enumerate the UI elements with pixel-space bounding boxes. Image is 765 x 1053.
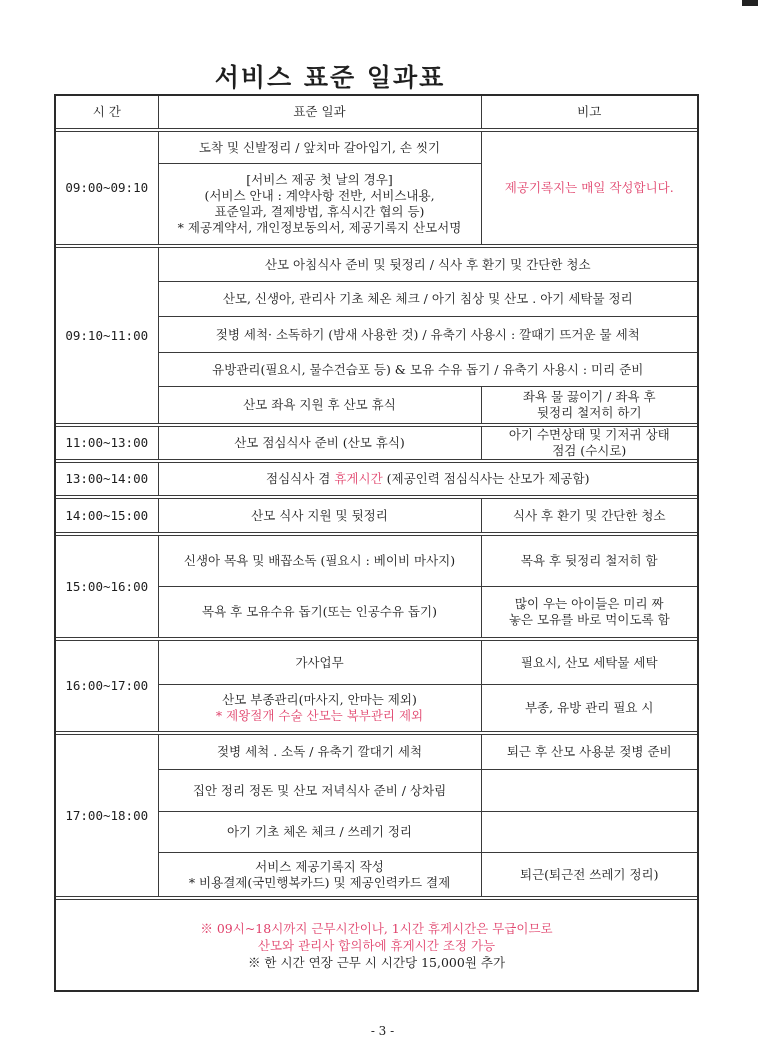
table-row	[55, 427, 698, 460]
time-cell: 15:00~16:00	[55, 536, 158, 638]
note-cell: 아기 수면상태 및 기저귀 상태 점검 (수시로)	[481, 427, 698, 460]
time-cell: 16:00~17:00	[55, 641, 158, 732]
note-cell	[481, 812, 698, 853]
time-cell: 11:00~13:00	[55, 427, 158, 460]
time-cell: 17:00~18:00	[55, 735, 158, 897]
task-cell: 산모 좌욕 지원 후 산모 휴식	[158, 387, 481, 424]
table-row	[55, 641, 698, 685]
footer-notes	[55, 900, 698, 992]
task-cell: 목욕 후 모유수유 돕기(또는 인공수유 돕기)	[158, 587, 481, 638]
break-time-label: 휴게시간	[334, 471, 383, 486]
footer-line-3: ※ 한 시간 연장 근무 시 시간당 15,000원 추가	[247, 954, 506, 970]
table-header	[55, 95, 698, 129]
table-row	[55, 536, 698, 587]
table-row	[55, 499, 698, 533]
note-cell: 퇴근(퇴근전 쓰레기 정리)	[481, 853, 698, 897]
task-cell: 산모 점심식사 준비 (산모 휴식)	[158, 427, 481, 460]
task-cell: [서비스 제공 첫 날의 경우] (서비스 안내 : 계약사항 전반, 서비스내용, 표준일과, 결제방법, 휴식시간 협의 등) * 제공계약서, 개인정보동의서, 제공기록지 산모서명	[158, 164, 481, 245]
time-cell: 09:10~11:00	[55, 248, 158, 424]
note-cell: 많이 우는 아이들은 미리 짜 놓은 모유를 바로 먹이도록 함	[481, 587, 698, 638]
note-cell: 제공기록지는 매일 작성합니다.	[481, 132, 698, 245]
note-cell: 필요시, 산모 세탁물 세탁	[481, 641, 698, 685]
task-cell: 아기 기초 체온 체크 / 쓰레기 정리	[158, 812, 481, 853]
schedule-table	[54, 94, 699, 992]
footer-line-2: 산모와 관리사 합의하에 휴게시간 조정 가능	[257, 937, 496, 953]
task-cell: 점심식사 겸 휴게시간 (제공인력 점심식사는 산모가 제공함)	[158, 463, 698, 496]
note-cell: 퇴근 후 산모 사용분 젖병 준비	[481, 735, 698, 770]
task-cell: 서비스 제공기록지 작성 * 비용결제(국민행복카드) 및 제공인력카드 결제	[158, 853, 481, 897]
header-time: 시 간	[55, 95, 158, 129]
task-cell: 산모, 신생아, 관리사 기초 체온 체크 / 아기 침상 및 산모 . 아기 세탁물 정리	[158, 282, 698, 317]
task-cell: 젖병 세척 . 소독 / 유축기 깔대기 세척	[158, 735, 481, 770]
header-schedule: 표준 일과	[158, 95, 481, 129]
note-cell	[481, 770, 698, 812]
page-number: - 3 -	[370, 1024, 395, 1038]
task-cell: 도착 및 신발정리 / 앞치마 갈아입기, 손 씻기	[158, 132, 481, 164]
task-cell: 젖병 세척· 소독하기 (밤새 사용한 것) / 유축기 사용시 : 깔때기 뜨거운 물 세척	[158, 317, 698, 353]
task-cell: 산모 식사 지원 및 뒷정리	[158, 499, 481, 533]
note-cell: 식사 후 환기 및 간단한 청소	[481, 499, 698, 533]
time-cell: 09:00~09:10	[55, 132, 158, 245]
task-cell: 산모 아침식사 준비 및 뒷정리 / 식사 후 환기 및 간단한 청소	[158, 248, 698, 282]
header-note: 비고	[481, 95, 698, 129]
note-cell: 부종, 유방 관리 필요 시	[481, 685, 698, 732]
task-cell: 가사업무	[158, 641, 481, 685]
time-cell: 13:00~14:00	[55, 463, 158, 496]
page-title: 서비스 표준 일과표	[214, 63, 446, 92]
footer-line-1: ※ 09시~18시까지 근무시간이나, 1시간 휴게시간은 무급이므로	[200, 920, 553, 936]
table-row	[55, 463, 698, 496]
time-cell: 14:00~15:00	[55, 499, 158, 533]
task-cell: 집안 정리 정돈 및 산모 저녁식사 준비 / 상차림	[158, 770, 481, 812]
task-cell: 산모 부종관리(마사지, 안마는 제외) * 제왕절개 수술 산모는 복부관리 제외	[158, 685, 481, 732]
task-cell: 유방관리(필요시, 물수건습포 등) & 모유 수유 돕기 / 유축기 사용시 : 미리 준비	[158, 353, 698, 387]
table-row	[55, 735, 698, 770]
table-row	[55, 132, 698, 164]
task-cell: 신생아 목욕 및 배꼽소독 (필요시 : 베이비 마사지)	[158, 536, 481, 587]
note-cell: 목욕 후 뒷정리 철저히 함	[481, 536, 698, 587]
footer-row	[55, 900, 698, 992]
table-row	[55, 248, 698, 282]
note-cell: 좌욕 물 끓이기 / 좌욕 후 뒷정리 철저히 하기	[481, 387, 698, 424]
scan-mark	[742, 0, 758, 6]
